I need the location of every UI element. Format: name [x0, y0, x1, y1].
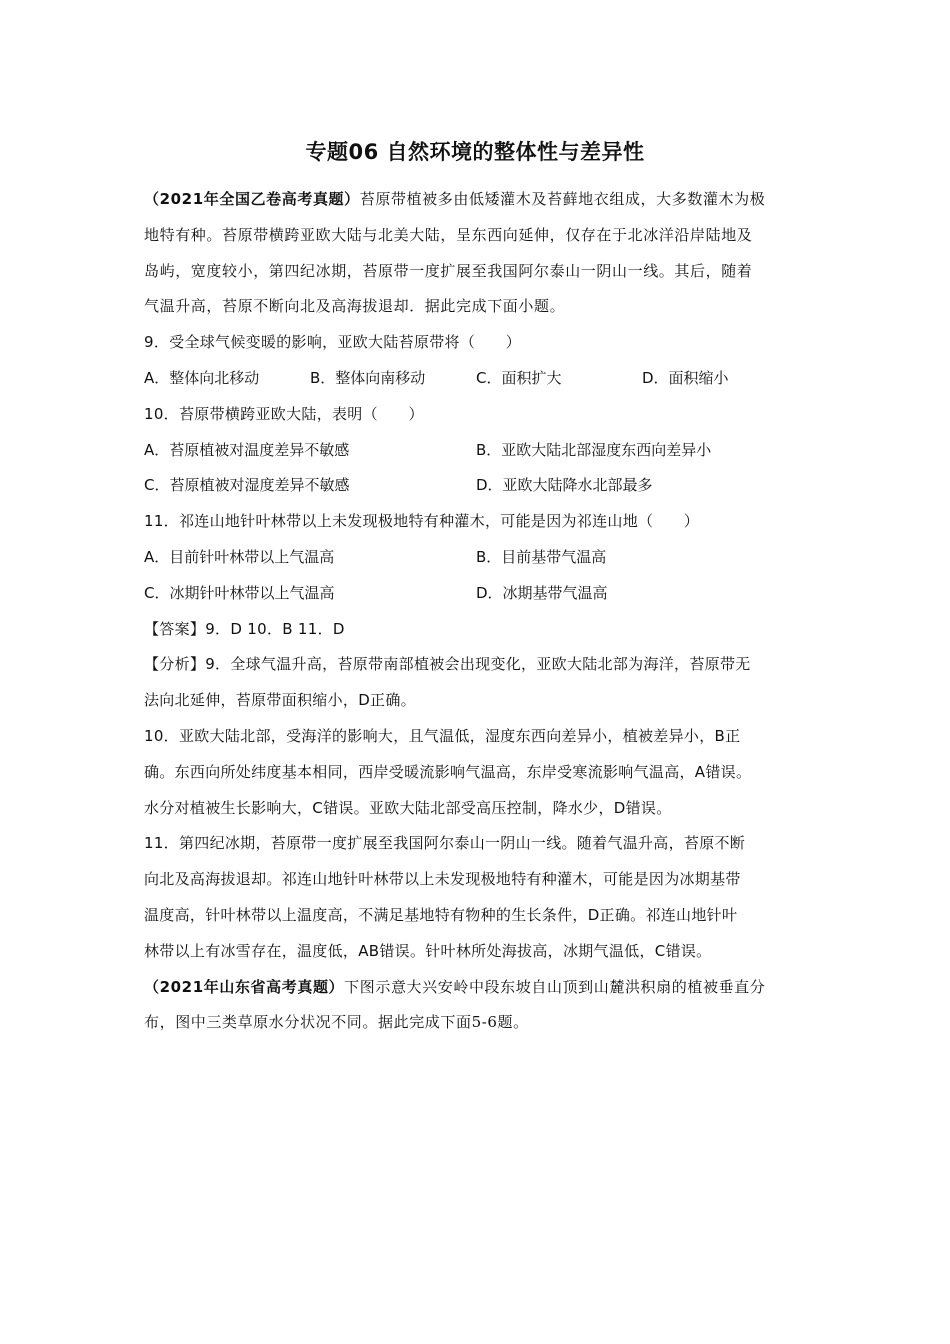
passage-1-line-2: 地特有种。苔原带横跨亚欧大陆与北美大陆，呈东西向延伸，仅存在于北冰洋沿岸陆地及 [144, 225, 753, 244]
passage-1-line-4: 气温升高，苔原不断向北及高海拔退却．据此完成下面小题。 [144, 297, 566, 316]
question-11-option-c: C．冰期针叶林带以上气温高 [144, 583, 335, 602]
question-11-option-a: A．目前针叶林带以上气温高 [144, 547, 335, 566]
page-title: 专题06 自然环境的整体性与差异性 [305, 140, 645, 164]
passage-2-line-2: 布，图中三类草原水分状况不同。据此完成下面5-6题。 [144, 1013, 529, 1032]
question-9-option-b: B．整体向南移动 [310, 368, 426, 387]
question-10-option-b: B．亚欧大陆北部湿度东西向差异小 [476, 440, 712, 459]
analysis-line-4: 确。东西向所处纬度基本相同，西岸受暖流影响气温高，东岸受寒流影响气温高，A错误。 [144, 762, 752, 781]
passage-2-line-1 [144, 970, 810, 1006]
analysis-line-2: 法向北延伸，苔原带面积缩小，D正确。 [144, 691, 416, 710]
question-9-option-a: A．整体向北移动 [144, 368, 260, 387]
question-10-options-row-1 [144, 433, 810, 469]
question-9-stem: 9．受全球气候变暖的影响，亚欧大陆苔原带将（ ） [144, 333, 522, 352]
question-11-stem: 11．祁连山地针叶林带以上未发现极地特有种灌木，可能是因为祁连山地（ ） [144, 512, 700, 531]
analysis-line-1: 【分析】9．全球气温升高，苔原带南部植被会出现变化，亚欧大陆北部为海洋，苔原带无 [144, 655, 751, 674]
question-10-option-c: C．苔原植被对湿度差异不敏感 [144, 476, 350, 495]
question-11-options-row-2 [144, 576, 810, 612]
question-9-option-c: C．面积扩大 [476, 368, 562, 387]
question-11-option-b: B．目前基带气温高 [476, 547, 607, 566]
question-10-option-d: D．亚欧大陆降水北部最多 [476, 476, 653, 495]
passage-1-line-3: 岛屿，宽度较小，第四纪冰期，苔原带一度扩展至我国阿尔泰山一阴山一线。其后，随着 [144, 261, 753, 280]
passage-1-source: （2021年全国乙卷高考真题） [144, 190, 360, 208]
question-10-option-a: A．苔原植被对温度差异不敏感 [144, 440, 350, 459]
document-body [144, 182, 810, 1041]
passage-2-source: （2021年山东省高考真题） [144, 977, 345, 996]
passage-1-text: 苔原带植被多由低矮灌木及苔藓地衣组成，大多数灌木为极 [359, 190, 766, 208]
analysis-line-5: 水分对植被生长影响大，C错误。亚欧大陆北部受高压控制，降水少，D错误。 [144, 798, 672, 817]
question-10-stem: 10．苔原带横跨亚欧大陆，表明（ ） [144, 404, 424, 423]
passage-2-text: 下图示意大兴安岭中段东坡自山顶到山麓洪积扇的植被垂直分 [344, 977, 766, 996]
analysis-line-9: 林带以上有冰雪存在，温度低，AB错误。针叶林所处海拔高，冰期气温低，C错误。 [144, 941, 712, 960]
analysis-line-3: 10．亚欧大陆北部，受海洋的影响大，且气温低，湿度东西向差异小，植被差异小，B正 [144, 726, 741, 745]
question-9-option-d: D．面积缩小 [642, 368, 729, 387]
analysis-line-6: 11．第四纪冰期，苔原带一度扩展至我国阿尔泰山一阴山一线。随着气温升高，苔原不断 [144, 834, 746, 853]
question-11-option-d: D．冰期基带气温高 [476, 583, 608, 602]
passage-1-line-1 [144, 182, 810, 218]
question-9-options [144, 361, 810, 397]
analysis-line-7: 向北及高海拔退却。祁连山地针叶林带以上未发现极地特有种灌木，可能是因为冰期基带 [144, 870, 741, 889]
answer-line: 【答案】9．D 10．B 11．D [144, 619, 345, 638]
question-10-options-row-2 [144, 468, 810, 504]
analysis-line-8: 温度高，针叶林带以上温度高，不满足基地特有物种的生长条件，D正确。祁连山地针叶 [144, 905, 738, 924]
question-11-options-row-1 [144, 540, 810, 576]
